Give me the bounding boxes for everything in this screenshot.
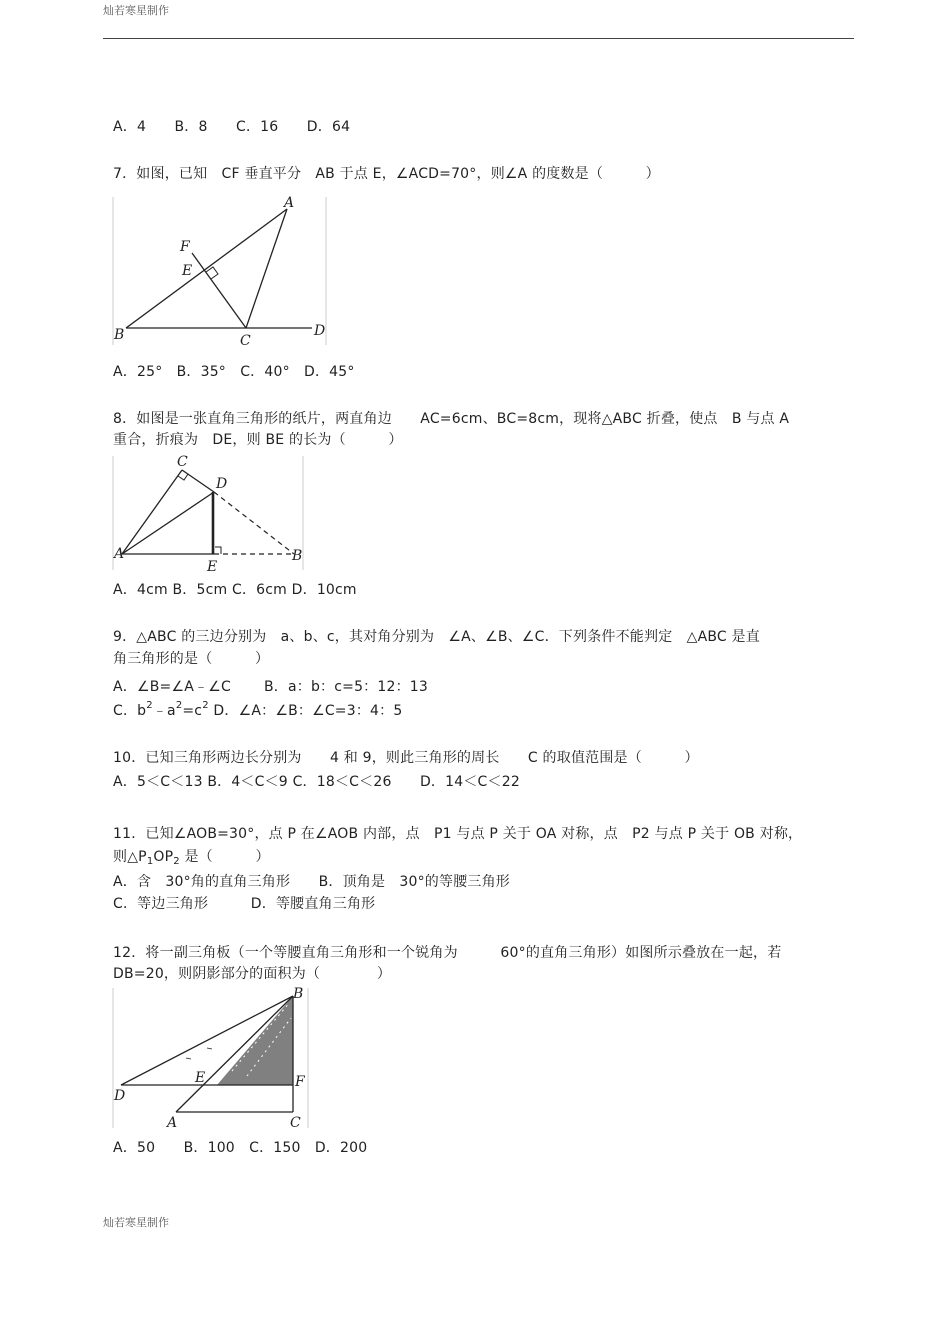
q12-label-a: A: [167, 1115, 178, 1131]
q7-options: A．25° B．35° C．40° D．45°: [113, 364, 355, 380]
q12-stem-line1: 12．将一副三角板（一个等腰直角三角形和一个锐角为 60°的直角三角形）如图所示叠放在一起，若: [113, 945, 782, 961]
q8-stem-line1: 8．如图是一张直角三角形的纸片，两直角边 AC=6cm、BC=8cm，现将△ABC 折叠，使点 B 与点 A: [113, 411, 790, 427]
q9-opt-d: D．∠A：∠B：∠C=3：4：5: [208, 703, 403, 719]
q12-stem-line2: DB=20，则阴影部分的面积为（ ）: [113, 966, 392, 982]
q8-label-b: B: [292, 548, 303, 564]
q8-figure: [112, 454, 308, 574]
q10-options: A．5＜C＜13 B．4＜C＜9 C．18＜C＜26 D．14＜C＜22: [113, 774, 520, 790]
q8-stem-line2: 重合，折痕为 DE，则 BE 的长为（ ）: [113, 432, 403, 448]
q11-stem-part-b: OP: [153, 849, 174, 865]
q6-options: A．4 B．8 C．16 D．64: [113, 119, 351, 135]
q7-stem: 7．如图，已知 CF 垂直平分 AB 于点 E，∠ACD=70°，则∠A 的度数是（ ）: [113, 166, 660, 182]
q11-options-ab: A．含 30°角的直角三角形 B．顶角是 30°的等腰三角形: [113, 874, 511, 890]
q7-figure: [112, 195, 330, 347]
q10-stem: 10．已知三角形两边长分别为 4 和 9，则此三角形的周长 C 的取值范围是（ ）: [113, 750, 699, 766]
q9-opt-c-sup3: 2: [202, 700, 209, 711]
q7-label-a: A: [284, 195, 295, 211]
q9-stem-line2: 角三角形的是（ ）: [113, 651, 270, 667]
q7-label-d: D: [314, 323, 326, 339]
q12-options: A．50 B．100 C．150 D．200: [113, 1140, 368, 1156]
q9-options-cd: [113, 700, 402, 720]
q9-options-ab: A．∠B=∠A﹣∠C B．a：b：c=5：12：13: [113, 679, 429, 695]
q8-label-e: E: [207, 559, 218, 574]
footer-watermark: 灿若寒星制作: [103, 1216, 169, 1229]
q8-label-a: A: [114, 546, 125, 562]
q7-label-e: E: [182, 263, 193, 279]
q9-opt-c-sup2: 2: [175, 700, 183, 711]
q11-sub2: 2: [173, 856, 180, 867]
header-watermark: 灿若寒星制作: [103, 4, 169, 17]
header-rule: [103, 38, 854, 39]
q7-label-f: F: [180, 239, 190, 255]
q12-label-e: E: [195, 1070, 206, 1086]
q12-figure: [112, 986, 312, 1132]
q12-label-f: F: [295, 1074, 305, 1090]
q7-label-c: C: [240, 333, 251, 347]
q12-label-b: B: [293, 986, 304, 1002]
q11-options-cd: C．等边三角形 D．等腰直角三角形: [113, 896, 376, 912]
q11-stem-line1: 11．已知∠AOB=30°，点 P 在∠AOB 内部，点 P1 与点 P 关于 OA 对称，点 P2 与点 P 关于 OB 对称，: [113, 826, 803, 842]
q12-label-d: D: [114, 1088, 126, 1104]
q11-stem-part-a: 则△P: [113, 849, 147, 865]
q9-opt-c-sup1: 2: [146, 700, 153, 711]
q11-stem-line2: [113, 846, 270, 866]
q9-opt-c-prefix: C．b: [113, 703, 147, 719]
q11-sub1: 1: [146, 856, 154, 867]
q11-stem-part-c: 是（ ）: [179, 849, 270, 865]
q9-opt-c-mid: ﹣a: [152, 703, 176, 719]
q12-label-c: C: [290, 1115, 301, 1131]
q8-options: A．4cm B．5cm C．6cm D．10cm: [113, 582, 357, 598]
q9-opt-c-mid2: =c: [182, 703, 203, 719]
q9-stem-line1: 9．△ABC 的三边分别为 a、b、c，其对角分别为 ∠A、∠B、∠C．下列条件不能判定 △ABC 是直: [113, 629, 760, 645]
q8-label-d: D: [216, 476, 228, 492]
q7-label-b: B: [114, 327, 125, 343]
q8-label-c: C: [177, 454, 188, 470]
